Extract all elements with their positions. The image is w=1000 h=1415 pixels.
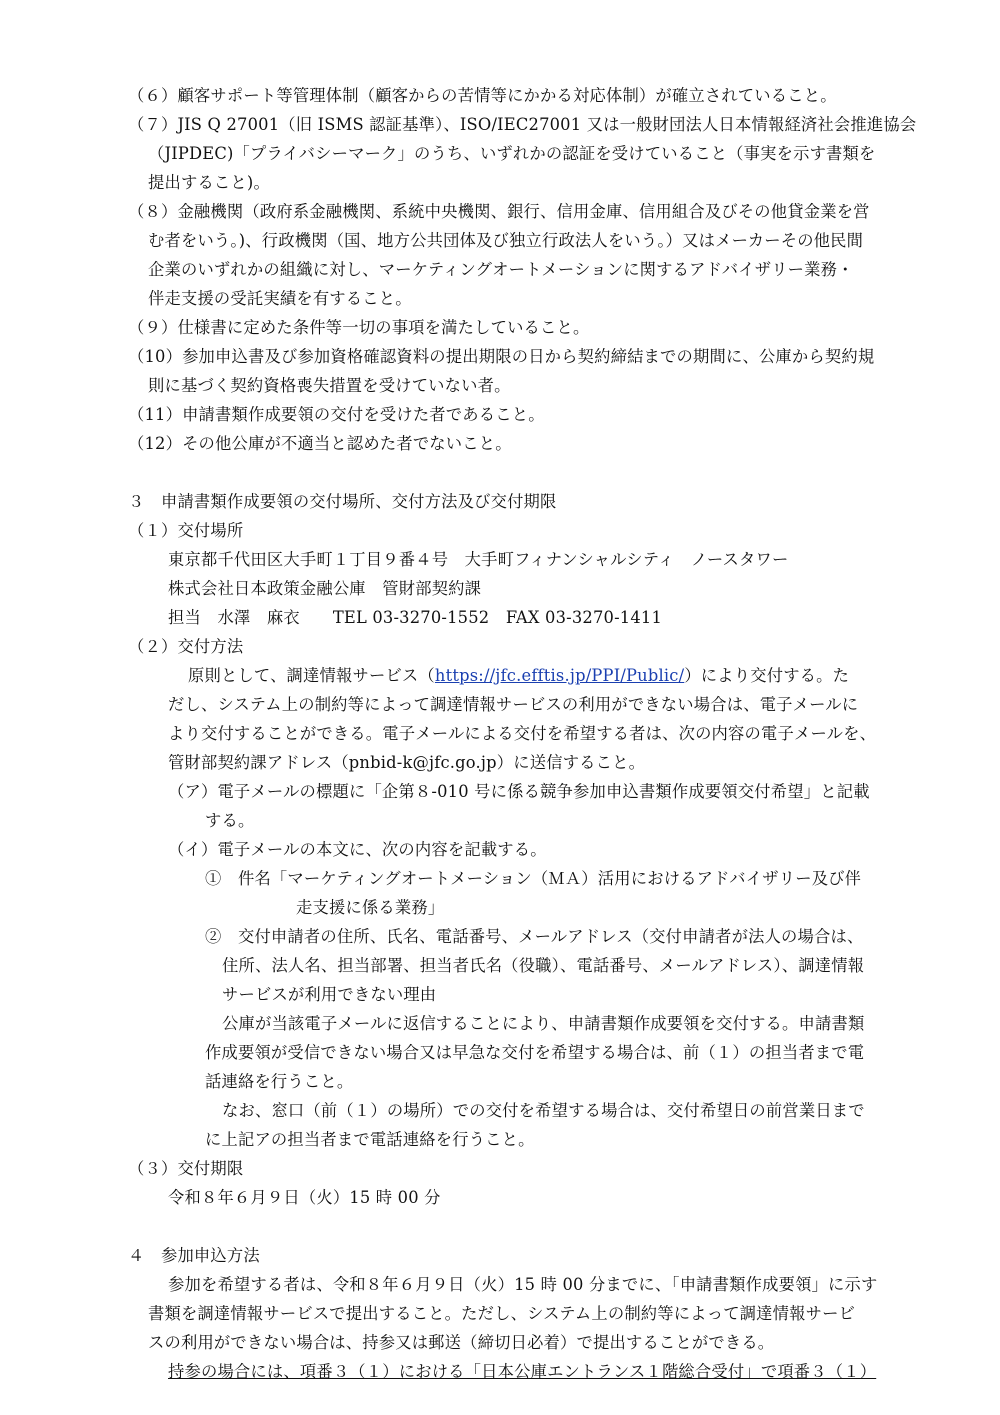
section-3-2-line-1	[188, 665, 849, 687]
section-3-2-line-2: だし、システム上の制約等によって調達情報サービスの利用ができない場合は、電子メールに	[168, 695, 859, 714]
item-7-line-2: （JIPDEC)「プライバシーマーク」のうち、いずれかの認証を受けていること（事実を示す書類を	[148, 144, 876, 163]
section-4-line-3: スの利用ができない場合は、持参又は郵送（締切日必着）で提出することができる。	[148, 1333, 775, 1352]
note-1-line-1: 公庫が当該電子メールに返信することにより、申請書類作成要領を交付する。申請書類	[222, 1014, 865, 1033]
item-10-line-2: 則に基づく契約資格喪失措置を受けていない者。	[148, 376, 511, 395]
circle-1-line-1: ① 件名「マーケティングオートメーション（ＭＡ）活用におけるアドバイザリー及び伴	[205, 869, 862, 888]
item-10-line-1: （10）参加申込書及び参加資格確認資料の提出期限の日から契約締結までの期間に、公庫から契約規	[128, 347, 875, 366]
section-4-line-2: 書類を調達情報サービスで提出すること。ただし、システム上の制約等によって調達情報サービ	[148, 1304, 856, 1323]
section-4-heading: ４ 参加申込方法	[128, 1246, 260, 1265]
item-7-line-3: 提出すること)。	[148, 173, 270, 192]
section-3-1-address: 東京都千代田区大手町１丁目９番４号 大手町フィナンシャルシティ ノースタワー	[168, 550, 789, 569]
section-3-1-title: （１）交付場所	[128, 521, 244, 540]
circle-2-line-3: サービスが利用できない理由	[222, 985, 437, 1004]
item-11: （11）申請書類作成要領の交付を受けた者であること。	[128, 405, 545, 424]
circle-2-line-2: 住所、法人名、担当部署、担当者氏名（役職）、電話番号、メールアドレス）、調達情報	[222, 956, 865, 975]
item-9: （９）仕様書に定めた条件等一切の事項を満たしていること。	[128, 318, 590, 337]
section-3-2-line-1-pre: 原則として、調達情報サービス（	[188, 666, 435, 685]
note-2-line-2: に上記アの担当者まで電話連絡を行うこと。	[205, 1130, 535, 1149]
item-8-line-2: む者をいう。)、行政機関（国、地方公共団体及び独立行政法人をいう。）又はメーカーその他民間	[148, 231, 864, 250]
item-8-line-4: 伴走支援の受託実績を有すること。	[148, 289, 412, 308]
sub-i-line: （イ）電子メールの本文に、次の内容を記載する。	[168, 840, 547, 859]
procurement-service-link[interactable]: https://jfc.efftis.jp/PPI/Public/	[434, 666, 685, 685]
section-3-2-title: （２）交付方法	[128, 637, 244, 656]
circle-2-line-1: ② 交付申請者の住所、氏名、電話番号、メールアドレス（交付申請者が法人の場合は、	[205, 927, 864, 946]
circle-1-line-2: 走支援に係る業務」	[296, 898, 445, 917]
section-3-heading: ３ 申請書類作成要領の交付場所、交付方法及び交付期限	[128, 492, 557, 511]
item-7-line-1: （７）JIS Q 27001（旧 ISMS 認証基準）、ISO/IEC27001 又は一般財団法人日本情報経済社会推進協会	[128, 115, 917, 134]
section-3-2-line-4: 管財部契約課アドレス（pnbid-k@jfc.go.jp）に送信すること。	[168, 753, 646, 772]
section-3-1-department: 株式会社日本政策金融公庫 管財部契約課	[168, 579, 482, 598]
item-12: （12）その他公庫が不適当と認めた者でないこと。	[128, 434, 512, 453]
item-8-line-3: 企業のいずれかの組織に対し、マーケティングオートメーションに関するアドバイザリー業務・	[148, 260, 854, 279]
item-6: （６）顧客サポート等管理体制（顧客からの苦情等にかかる対応体制）が確立されていること。	[128, 86, 837, 105]
section-3-3-deadline: 令和８年６月９日（火）15 時 00 分	[168, 1188, 441, 1207]
section-3-2-line-3: より交付することができる。電子メールによる交付を希望する者は、次の内容の電子メールを、	[168, 724, 877, 743]
note-2-line-1: なお、窓口（前（１）の場所）での交付を希望する場合は、交付希望日の前営業日まで	[222, 1101, 865, 1120]
item-8-line-1: （８）金融機関（政府系金融機関、系統中央機関、銀行、信用金庫、信用組合及びその他貸金業を営	[128, 202, 870, 221]
section-4-underlined-line: 持参の場合には、項番３（１）における「日本公庫エントランス１階総合受付」で項番３（１）	[168, 1362, 877, 1381]
section-3-3-title: （３）交付期限	[128, 1159, 244, 1178]
section-3-2-line-1-post: ）により交付する。た	[684, 666, 850, 685]
note-1-line-3: 話連絡を行うこと。	[205, 1072, 354, 1091]
section-3-1-contact: 担当 水澤 麻衣 TEL 03-3270-1552 FAX 03-3270-1411	[168, 608, 663, 627]
section-4-line-1: 参加を希望する者は、令和８年６月９日（火）15 時 00 分までに、「申請書類作成要領」に示す	[168, 1275, 878, 1294]
sub-a-line-2: する。	[205, 811, 255, 830]
sub-a-line-1: （ア）電子メールの標題に「企第８-010 号に係る競争参加申込書類作成要領交付希望」と記載	[168, 782, 870, 801]
note-1-line-2: 作成要領が受信できない場合又は早急な交付を希望する場合は、前（１）の担当者まで電	[205, 1043, 865, 1062]
